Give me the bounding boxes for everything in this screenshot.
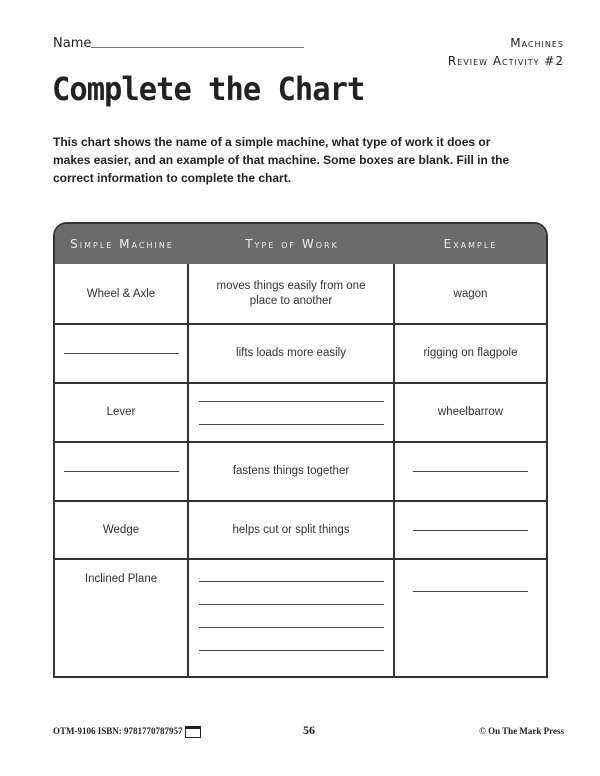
answer-blank-example[interactable] — [413, 471, 528, 472]
answer-blank-work[interactable] — [199, 401, 384, 402]
table-cell-example — [395, 325, 546, 382]
answer-blank-work[interactable] — [199, 604, 384, 605]
table-cell-work — [189, 384, 393, 441]
machine-text: Lever — [106, 406, 136, 418]
work-text: fastens things together — [232, 465, 350, 477]
instructions: This chart shows the name of a simple machine, what type of work it does or makes easier, and an example of that machine. Some boxes are blank. Fill in the correct information to complete the chart. — [53, 135, 510, 185]
table-header — [55, 224, 546, 264]
column-header-example: Example — [443, 237, 498, 251]
table-cell-machine — [55, 443, 187, 500]
machine-text: Wedge — [102, 523, 140, 536]
answer-blank-machine[interactable] — [64, 353, 179, 354]
table-cell-work — [189, 560, 393, 675]
isbn-text: OTM-9106 ISBN: 9781770787957 — [53, 726, 183, 737]
table-cell-example — [395, 560, 546, 675]
page-title: Complete the Chart — [52, 70, 365, 108]
answer-blank-example[interactable] — [413, 591, 528, 592]
table-cell-machine — [55, 560, 187, 675]
book-icon — [185, 726, 201, 738]
table-cell-example — [395, 384, 546, 441]
example-text: rigging on flagpole — [423, 347, 518, 359]
table-cell-machine — [55, 265, 187, 323]
machine-chart-table — [53, 222, 548, 678]
table-cell-machine — [55, 325, 187, 382]
answer-blank-work[interactable] — [199, 650, 384, 651]
work-text: moves things easily from one place to another — [216, 280, 366, 307]
table-cell-example — [395, 502, 546, 558]
name-label: Name — [53, 36, 92, 51]
table-cell-work — [189, 502, 393, 558]
name-input-line[interactable] — [91, 47, 304, 48]
table-cell-example — [395, 265, 546, 323]
table-cell-example — [395, 443, 546, 500]
answer-blank-example[interactable] — [413, 530, 528, 531]
machine-text: Wheel & Axle — [86, 287, 156, 300]
page-number: 56 — [303, 723, 315, 737]
example-text: wagon — [453, 287, 488, 300]
activity-label: Review Activity #2 — [447, 54, 564, 68]
table-cell-work — [189, 325, 393, 382]
work-text: helps cut or split things — [232, 523, 350, 536]
copyright: © On The Mark Press — [479, 726, 564, 736]
answer-blank-work[interactable] — [199, 424, 384, 425]
table-cell-work — [189, 265, 393, 323]
answer-blank-work[interactable] — [199, 627, 384, 628]
subject-label: Machines — [510, 36, 564, 50]
table-cell-machine — [55, 384, 187, 441]
work-text: lifts loads more easily — [236, 347, 346, 359]
table-cell-machine — [55, 502, 187, 558]
answer-blank-work[interactable] — [199, 581, 384, 582]
column-header-work: Type of Work — [245, 237, 339, 251]
example-text: wheelbarrow — [437, 406, 504, 418]
column-header-machine: Simple Machine — [70, 237, 174, 251]
machine-text: Inclined Plane — [84, 573, 158, 585]
answer-blank-machine[interactable] — [64, 471, 179, 472]
table-cell-work — [189, 443, 393, 500]
footer-code — [53, 726, 201, 738]
